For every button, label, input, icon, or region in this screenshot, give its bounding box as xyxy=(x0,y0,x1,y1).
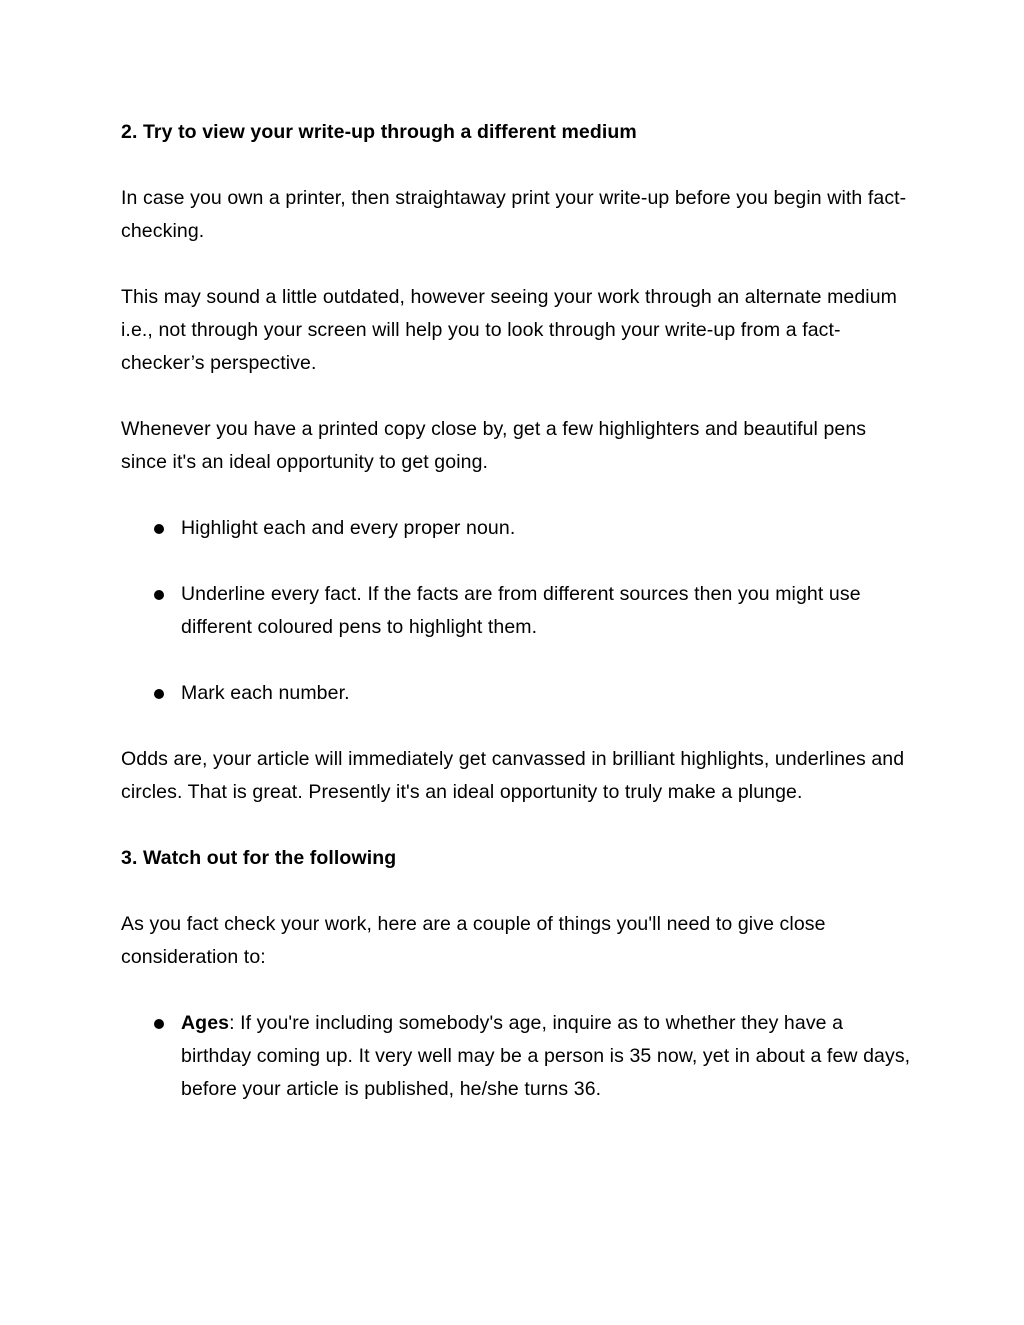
document-body xyxy=(121,116,911,1106)
section-2-paragraph: In case you own a printer, then straightaway print your write-up before you begin with fact-checking. xyxy=(121,187,907,242)
bullet-term: Ages xyxy=(181,1012,230,1034)
section-2-closing-paragraph: Odds are, your article will immediately get canvassed in brilliant highlights, underlines and circles. That is great. Presently it's an ideal opportunity to truly make a plunge. xyxy=(121,748,905,803)
section-3-heading: 3. Watch out for the following xyxy=(121,847,397,869)
section-3-intro-paragraph: As you fact check your work, here are a couple of things you'll need to give close consideration to: xyxy=(121,913,826,968)
bullet-text: Underline every fact. If the facts are from different sources then you might use different coloured pens to highlight them. xyxy=(181,583,861,638)
bullet-item xyxy=(121,677,911,710)
section-2-heading: 2. Try to view your write-up through a different medium xyxy=(121,121,637,143)
bullet-text: Mark each number. xyxy=(181,682,350,704)
bullet-item xyxy=(121,578,911,644)
bullet-text: : If you're including somebody's age, inquire as to whether they have a birthday coming up. It very well may be a person is 35 now, yet in about a few days, before your article is published, he/she turns 36. xyxy=(181,1012,911,1100)
section-2-paragraph: This may sound a little outdated, however seeing your work through an alternate medium i.e., not through your screen will help you to look through your write-up from a fact-checker’s perspective. xyxy=(121,286,898,374)
section-2-paragraph: Whenever you have a printed copy close by, get a few highlighters and beautiful pens since it's an ideal opportunity to get going. xyxy=(121,418,867,473)
bullet-dot-icon xyxy=(154,689,164,699)
section-3-bullet-list xyxy=(121,1007,911,1106)
bullet-dot-icon xyxy=(154,590,164,600)
bullet-dot-icon xyxy=(154,524,164,534)
section-2-bullet-list xyxy=(121,512,911,710)
bullet-dot-icon xyxy=(154,1019,164,1029)
bullet-text: Highlight each and every proper noun. xyxy=(181,517,516,539)
bullet-item xyxy=(121,1007,911,1106)
bullet-item xyxy=(121,512,911,545)
